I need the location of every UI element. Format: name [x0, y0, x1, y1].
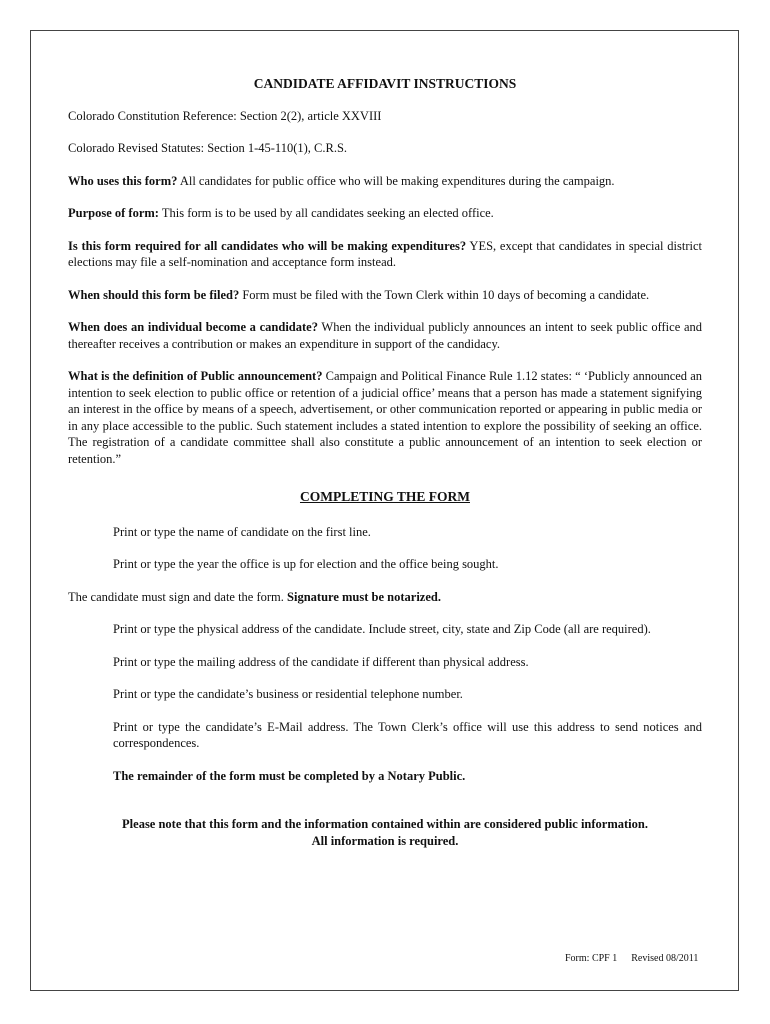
note-line-1: Please note that this form and the information contained within are considered public information.: [122, 817, 648, 831]
form-number: Form: CPF 1: [565, 953, 618, 964]
faq-answer: When the individual publicly announces an intent to seek public office and thereafter receives a contribution or makes an expenditure in support of the candidacy.: [68, 320, 702, 351]
step-candidate-name: Print or type the name of candidate on the first line.: [113, 524, 371, 539]
constitution-reference: Colorado Constitution Reference: Section 2(2), article XXVIII: [68, 108, 382, 123]
faq-question: When does an individual become a candidate?: [68, 320, 318, 334]
faq-question: Is this form required for all candidates who will be making expenditures?: [68, 238, 467, 253]
faq-required: [68, 238, 702, 271]
step-notary: The remainder of the form must be completed by a Notary Public.: [113, 768, 466, 783]
faq-answer: YES, except that candidates in special district elections may file a self-nomination and acceptance form instead.: [68, 238, 702, 269]
faq-answer: All candidates for public office who will be making expenditures during the campaign.: [177, 173, 615, 188]
faq-question: Purpose of form:: [68, 206, 159, 220]
faq-become-candidate: [68, 319, 702, 352]
faq-public-announcement: [68, 368, 702, 467]
faq-who-uses: [68, 173, 702, 190]
faq-answer: Campaign and Political Finance Rule 1.12 states: “ ‘Publicly announced an intention to seek election to public office or retention of a judicial office’ means that a person has made a statement signifying an interest in the office by means of a speech, advertisement, or other communication reported or appearing in public media or in any place accessible to the public. Such statement includes a stated intention to explore the possibility of seeking an office. The registration of a candidate committee shall also constitute a public announcement of an intention to seek election or retention.”: [68, 369, 703, 466]
revision-date: Revised 08/2011: [631, 953, 699, 964]
step-signature: [68, 589, 702, 606]
document-body: [68, 76, 702, 849]
note-line-2: All information is required.: [311, 833, 459, 848]
faq-answer: This form is to be used by all candidates seeking an elected office.: [158, 206, 494, 220]
signature-text: The candidate must sign and date the form.: [68, 589, 288, 604]
faq-question: When should this form be filed?: [68, 287, 240, 302]
step-mailing-address: Print or type the mailing address of the candidate if different than physical address.: [113, 654, 529, 669]
step-physical-address: Print or type the physical address of the candidate. Include street, city, state and Zip Code (all are required).: [113, 622, 651, 636]
faq-purpose: [68, 205, 702, 222]
document-title: CANDIDATE AFFIDAVIT INSTRUCTIONS: [253, 76, 517, 91]
statutes-reference: Colorado Revised Statutes: Section 1-45-110(1), C.R.S.: [68, 141, 348, 155]
public-info-note: [68, 816, 702, 849]
faq-answer: Form must be filed with the Town Clerk within 10 days of becoming a candidate.: [239, 287, 650, 302]
page-footer: [565, 953, 698, 964]
faq-question: Who uses this form?: [68, 173, 178, 188]
step-office-year: Print or type the year the office is up for election and the office being sought.: [113, 557, 499, 571]
signature-notarized: Signature must be notarized.: [287, 589, 441, 604]
faq-when-filed: [68, 287, 702, 304]
step-telephone: Print or type the candidate’s business or residential telephone number.: [113, 687, 463, 701]
step-email: Print or type the candidate’s E-Mail address. The Town Clerk’s office will use this address to send notices and correspondences.: [113, 719, 702, 750]
section-heading: COMPLETING THE FORM: [299, 489, 470, 504]
faq-question: What is the definition of Public announcement?: [68, 369, 323, 383]
